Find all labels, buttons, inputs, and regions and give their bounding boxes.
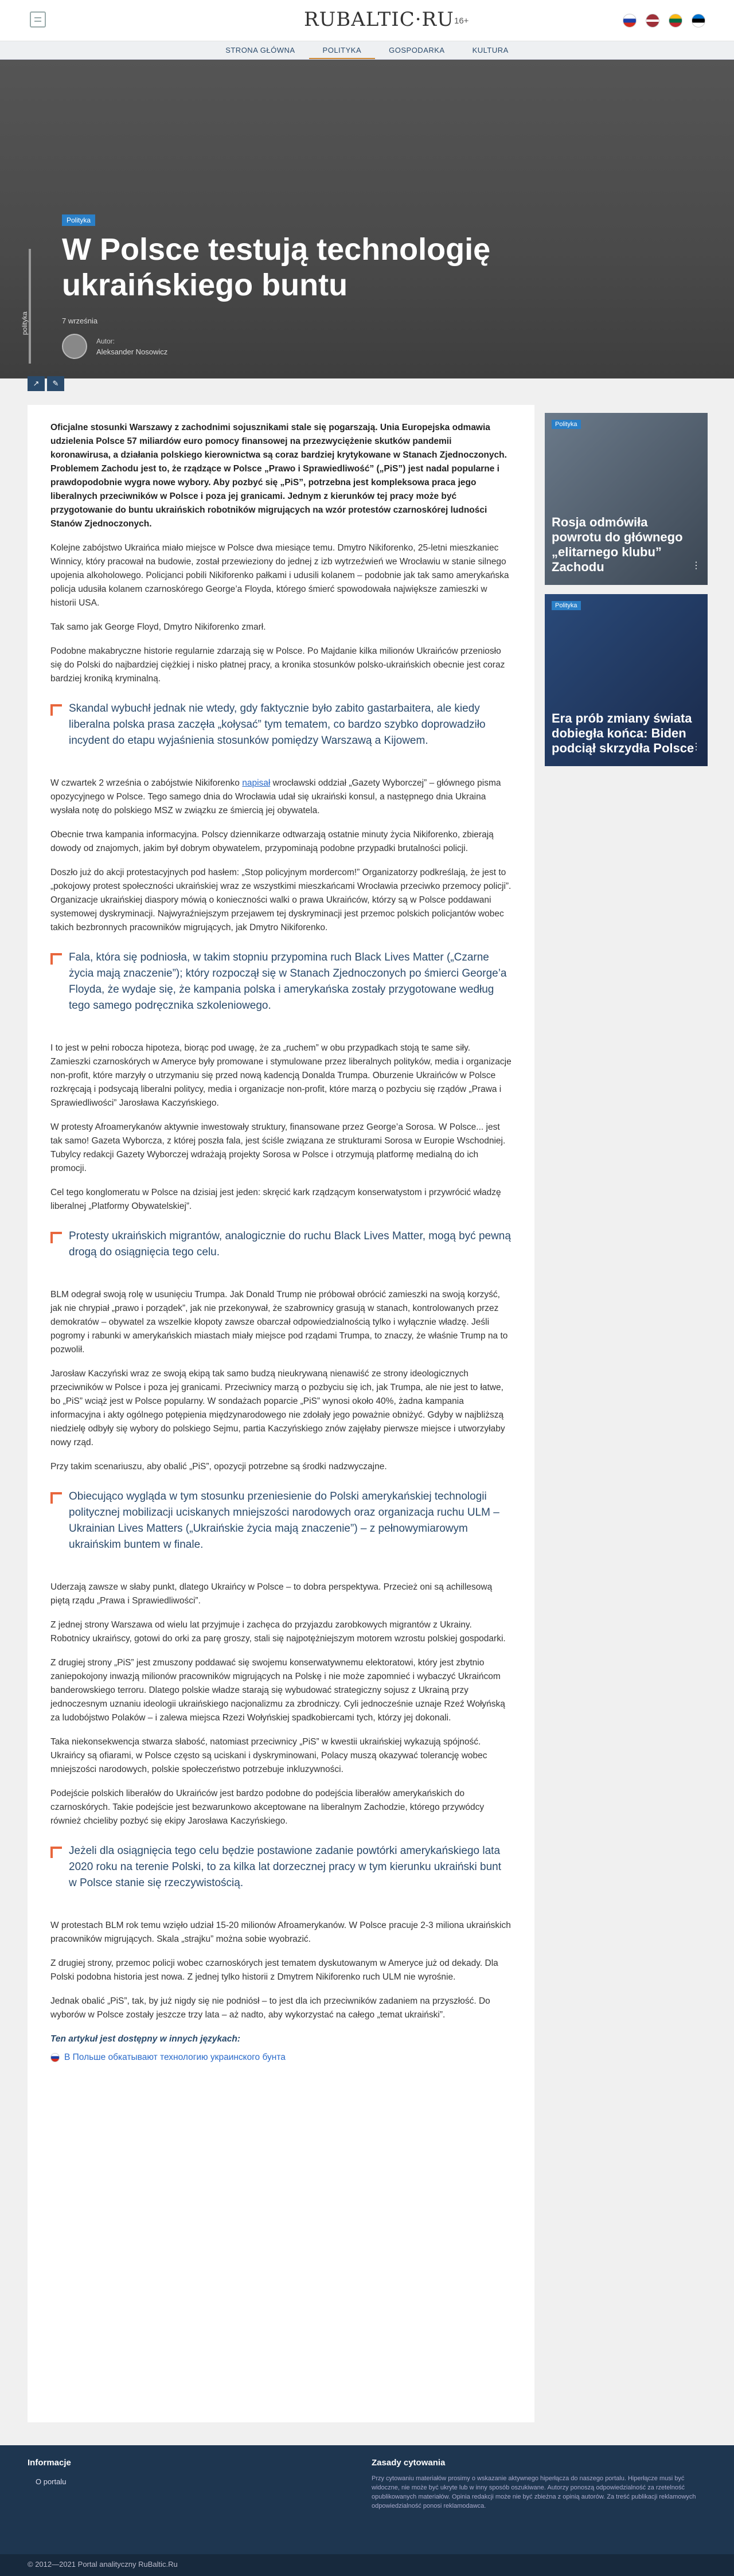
paragraph: I to jest w pełni robocza hipoteza, biorąc pod uwagę, że za „ruchem” w obu przypadkach stoją te same siły. Zamieszki czarnoskórych w Ameryce były promowane i stymulowane przez liberalnych polityków, media i organizacje non-profit, które marzyły o utrzymaniu się przed nową kadencją Donalda Trumpa. Oburzenie Ukraińców w Polsce rozkręcają i podsycają liberalni politycy, media i organizacje non-profit, które marzą o pozbyciu się rządów „Prawa i Sprawiedliwości” Jarosława Kaczyńskiego. <box>50 1043 512 1108</box>
sidebar-card-title: Rosja odmówiła powrotu do głównego „elitarnego klubu” Zachodu <box>552 515 683 574</box>
share-buttons <box>28 376 64 391</box>
paragraph: Doszło już do akcji protestacyjnych pod hasłem: „Stop policyjnym mordercom!” Organizatorzy podkreślają, że jest to „pokojowy protest społeczności ukraińskiej wraz ze wszystkimi mieszkańcami Wrocławia przeciwko przemocy policji”. Organizacje ukraińskiej diaspory mówią o konieczności walki o prawa Ukraińców, którzy są w Polsce poddawani systemowej dyskryminacji. Najwyraźniejszym przejawem tej dyskryminacji jest przemoc polskich policjantów wobec takich bezbronnych pracowników migrujących, jak Dmytro Nikiforenko. <box>50 868 512 932</box>
paragraph: Z drugiej strony, przemoc policji wobec czarnoskórych jest tematem dyskutowanym w Ameryce już od dekady. Dla Polski podobna historia jest nowa. Z jednej tylko historii z Dmytrem Nikiforenko ruch ULM nie wyrośnie. <box>50 1958 498 1982</box>
paragraph: Tak samo jak George Floyd, Dmytro Nikiforenko zmarł. <box>50 622 266 632</box>
lv-flag-icon[interactable] <box>646 14 659 28</box>
sidebar-card-title: Era prób zmiany świata dobiegła końca: Biden podciął skrzydła Polsce <box>552 711 694 755</box>
other-language-link-label: В Польше обкатывают технологию украинского бунта <box>64 2052 286 2062</box>
pull-quote: Fala, która się podniosła, w takim stopniu przypomina ruch Black Lives Matter („Czarne życia mają znaczenie”); który rozpoczął się w Stanach Zjednoczonych po śmierci George’a Floyda, że wydaje się, że kampania polska i amerykańska zostały przygotowane według tego samego podręcznika szkoleniowego. <box>50 950 512 1014</box>
sidebar-card[interactable] <box>545 594 708 766</box>
paragraph: Z jednej strony Warszawa od wielu lat przyjmuje i zachęca do przyjazdu zarobkowych migrantów z Ukrainy. Robotnicy ukraińscy, gotowi do orki za parę groszy, stali się najpotężniejszym motorem wzrostu polskiej gospodarki. <box>50 1620 506 1644</box>
pull-quote: Skandal wybuchł jednak nie wtedy, gdy faktycznie było zabito gastarbaitera, ale kiedy liberalna polska prasa zaczęła „kołysać” tym tematem, co bardzo szybko doprowadziło incydent do etapu wyjaśnienia stosunków pomiędzy Warszawą a Kijowem. <box>50 701 512 749</box>
source-link[interactable]: napisał <box>242 778 271 788</box>
site-logo[interactable]: RUBALTIC·RU <box>304 8 454 31</box>
ru-flag-icon[interactable] <box>623 14 637 28</box>
sidebar-card[interactable] <box>545 413 708 585</box>
category-tag: Polityka <box>552 420 581 429</box>
paragraph: Taka niekonsekwencja stwarza słabość, natomiast przeciwnicy „PiS” w kwestii ukraińskiej wykazują spójność. Ukraińcy są ofiarami, w Polsce często są uciskani i dyskryminowani, Polacy muszą okazywać tolerancję wobec mniejszości narodowych, polskie społeczeństwo potrzebuje inkluzywności. <box>50 1737 487 1774</box>
paragraph: Obecnie trwa kampania informacyjna. Polscy dziennikarze odtwarzają ostatnie minuty życia Nikiforenko, zbierają dowody od znajomych, jakim był dobrym obywatelem, przypominają podobne przypadki brutalności policji. <box>50 830 494 853</box>
paragraph: Podejście polskich liberałów do Ukraińców jest bardzo podobne do podejścia liberałów amerykańskich do czarnoskórych. Takie podejście jest bezwarunkowo akceptowane na liberalnym Zachodzie, którego przywódcy również chcieliby pozbyć się ekipy Jarosława Kaczyńskiego. <box>50 1789 485 1826</box>
footer <box>0 2445 734 2554</box>
main-nav <box>0 41 734 60</box>
author-label: Autor: <box>96 337 115 345</box>
comment-icon[interactable]: ✎ <box>47 376 64 391</box>
pull-quote: Obiecująco wygląda w tym stosunku przeniesienie do Polski amerykańskiej technologii politycznej mobilizacji uciskanych mniejszości narodowych oraz organizacja ruchu ULM – Ukrainian Lives Matters („Ukraińskie życia mają znaczenie”) – z pełnowymiarowym ukraińskim buntem w finale. <box>50 1489 512 1553</box>
language-switcher <box>623 14 705 28</box>
paragraph: W protestach BLM rok temu wzięło udział 15-20 milionów Afroamerykanów. W Polsce pracuje 2-3 miliona ukraińskich pracowników migrujących. Skala „strajku” można sobie wyobrazić. <box>50 1921 511 1944</box>
article-date: 7 września <box>62 317 98 325</box>
age-rating: 16+ <box>454 16 469 26</box>
more-icon[interactable]: ⋮ <box>692 561 701 571</box>
pull-quote: Jeżeli dla osiągnięcia tego celu będzie postawione zadanie powtórki amerykańskiego lata 2020 roku na terenie Polski, to za kilka lat dorzecznej pracy w tym kierunku ukraiński bunt w Polsce stanie się rzeczywistością. <box>50 1843 512 1891</box>
author-avatar[interactable] <box>62 334 87 359</box>
article-body <box>28 405 534 2422</box>
paragraph: Jednak obalić „PiS”, tak, by już nigdy się nie podniósł – to jest dla ich przeciwników zadaniem na przyszłość. Do wyborów w Polsce zostały jeszcze trzy lata – aż nadto, aby wykorzystać na całego „temat ukraiński”. <box>50 1996 490 2020</box>
hero-divider <box>29 249 31 364</box>
nav-item-culture[interactable]: KULTURA <box>472 46 509 54</box>
paragraph: Z drugiej strony „PiS” jest zmuszony poddawać się swojemu konserwatywnemu elektoratowi, który jest zbytnio zaniepokojony inwazją milionów pracowników migrujących na Polskę i nie może zapomnieć i wybaczyć Ukraińcom banderowskiego terroru. Dlatego polskie władze starają się wybudować strategiczny sojusz z Ukrainą przy jednoczesnym uznaniu ideologii ukraińskiego nacjonalizmu za zbrodniczy. Cyli jednocześnie uznaje Rzeź Wołyńską za ludobójstwo Polaków – i zalewa miejsca Rzezi Wołyńskiej spadkobiercami tych, którzy jej dokonali. <box>50 1658 505 1723</box>
copyright: © 2012—2021 Portal analityczny RuBaltic.Ru <box>0 2554 734 2576</box>
text-span: wrocławski oddział „Gazety Wyborczej” – głównego pisma opozycyjnego w Polsce. Tego samego dnia do Wrocławia udał się ukraiński konsul, a następnego dnia Ukraina wysłała notę do polskiego MSZ w związku ze śmiercią jej obywatela. <box>50 778 501 815</box>
ee-flag-icon[interactable] <box>692 14 705 28</box>
article-title: W Polsce testują technologię ukraińskiego buntu <box>62 232 491 302</box>
pull-quote: Protesty ukraińskich migrantów, analogicznie do ruchu Black Lives Matter, mogą być pewną drogą do osiągnięcia tego celu. <box>50 1228 512 1260</box>
paragraph: Jarosław Kaczyński wraz ze swoją ekipą tak samo budzą nieukrywaną nienawiść ze strony ideologicznych przeciwników w Polsce i poza jej granicami. Przeciwnicy marzą o pozbyciu się ich, jak Trumpa, ale nie jest to łatwe, bo „PiS” wciąż jest w Polsce popularny. W sondażach poparcie „PiS” wynosi około 40%, żadna kampania informacyjna i akty ogólnego potępienia międzynarodowego nie zdołały jego poważnie obniżyć. Gdyby w najbliższą niedzielę odbyły się wybory do polskiego Sejmu, partia Kaczyńskiego znów zajęłaby pierwsze miejsce i utworzyłaby nowy rząd. <box>50 1369 505 1447</box>
paragraph: Uderzają zawsze w słaby punkt, dlatego Ukraińcy w Polsce – to dobra perspektywa. Przecież oni są achillesową piętą rządu „Prawa i Sprawiedliwości”. <box>50 1582 493 1606</box>
menu-icon[interactable] <box>30 11 46 28</box>
footer-rules-text: Przy cytowaniu materiałów prosimy o wskazanie aktywnego hiperłącza do naszego portalu. Hiperłącze musi być widoczne, nie może być ukryte lub w inny sposób oszukiwane. Autorzy ponoszą odpowiedzialność za rzetelność opublikowanych materiałów. Opinia redakcji może nie być zbieżna z opinią autorów. Za treść publikacji reklamowych odpowiedzialność ponosi reklamodawca. <box>372 2475 696 2509</box>
footer-info-title: Informacje <box>28 2458 71 2468</box>
paragraph: W protesty Afroamerykanów aktywnie inwestowały struktury, finansowane przez George’a Sorosa. W Polsce... jest tak samo! Gazeta Wyborcza, z której poszła fala, jest ściśle związana ze strukturami Sorosa w Europie Wschodniej. Tubylcy redakcji Gazety Wyborczej wdrażają projekty Sorosa w Polsce i otrzymują platformę medialną do ich promocji. <box>50 1122 506 1173</box>
ru-flag-icon <box>50 2053 60 2062</box>
paragraph: Podobne makabryczne historie regularnie zdarzają się w Polsce. Po Majdanie kilka milionów Ukraińców przeniosło się do Polski do najbardziej ciężkiej i nisko płatnej pracy, a kronika stosunków polsko-ukraińskich obecnie jest coraz bardziej kroniką kryminalną. <box>50 646 505 684</box>
more-icon[interactable]: ⋮ <box>692 742 701 752</box>
text-span: W czwartek 2 września o zabójstwie Nikiforenko <box>50 778 243 788</box>
nav-item-politics[interactable]: POLITYKA <box>309 41 376 59</box>
nav-item-economy[interactable]: GOSPODARKA <box>389 46 445 54</box>
paragraph: Cel tego konglomeratu w Polsce na dzisiaj jest jeden: skręcić kark rządzącym konserwatystom i przywrócić władzę liberalnej „Platformy Obywatelskiej”. <box>50 1188 501 1211</box>
category-tag: Polityka <box>552 601 581 610</box>
share-icon[interactable]: ↗ <box>28 376 45 391</box>
paragraph: Kolejne zabójstwo Ukraińca miało miejsce w Polsce dwa miesiące temu. Dmytro Nikiforenko, 25-letni mieszkaniec Winnicy, który pracował na budowie, został przewieziony do jednej z izb wytrzeźwień we Wrocławiu w stanie silnego upojenia alkoholowego. Policjanci pobili Nikiforenko pałkami i udusili kolanem – podobnie jak tak samo amerykańska policja udusiła kolanem czarnoskórego George’a Floyda, którego śmierć spowodowała największe zamieszki w historii USA. <box>50 543 509 608</box>
hero-side-label: polityka <box>21 311 29 335</box>
author-name[interactable]: Aleksander Nosowicz <box>96 348 168 356</box>
footer-rules-title: Zasady cytowania <box>372 2458 446 2468</box>
article-lead: Oficjalne stosunki Warszawy z zachodnimi sojusznikami stale się pogarszają. Unia Europejska odmawia udzielenia Polsce 57 miliardów euro pomocy finansowej na przezwyciężenie skutków pandemii koronawirusa, a działania polskiego kierownictwa są coraz bardziej krytykowane w Stanach Zjednoczonych. Problemem Zachodu jest to, że rządzące w Polsce „Prawo i Sprawiedliwość” („PiS”) jest nadal popularne i prawdopodobnie wygra nowe wybory. Aby pozbyć się „PiS”, potrzebna jest kompleksowa praca jego liberalnych przeciwników w Polsce i poza jej granicami. Jednym z kierunków tej pracy może być przygotowanie do buntu ukraińskich robotników migrujących na wzór protestów czarnoskórej ludności Stanów Zjednoczonych. <box>50 423 507 529</box>
article-hero <box>0 60 734 378</box>
other-language-link[interactable] <box>50 2051 512 2064</box>
lt-flag-icon[interactable] <box>669 14 682 28</box>
paragraph <box>50 776 512 818</box>
category-tag[interactable]: Polityka <box>62 214 95 226</box>
footer-about-link[interactable]: O portalu <box>36 2477 67 2486</box>
top-bar <box>0 0 734 41</box>
other-languages-title: Ten artykuł jest dostępny w innych językach: <box>50 2034 241 2044</box>
paragraph: Przy takim scenariuszu, aby obalić „PiS”, opozycji potrzebne są środki nadzwyczajne. <box>50 1462 387 1472</box>
nav-item-home[interactable]: STRONA GŁÓWNA <box>225 46 295 54</box>
paragraph: BLM odegrał swoją rolę w usunięciu Trumpa. Jak Donald Trump nie próbował obrócić zamieszki na swoją korzyść, jak nie chrypiał „prawo i porządek”, jak nie przekonywał, że szabrownicy grasują w stanach, kontrolowanych przez demokratów – obywatel za wszelkie kłopoty zawsze obarczał odpowiedzialnością tylko i wyłącznie władzę. Jeśli pogromy i rabunki w amerykańskich miastach miały miejsce pod rządami Trumpa, to znaczy, że właśnie Trump na to pozwolił. <box>50 1290 508 1355</box>
